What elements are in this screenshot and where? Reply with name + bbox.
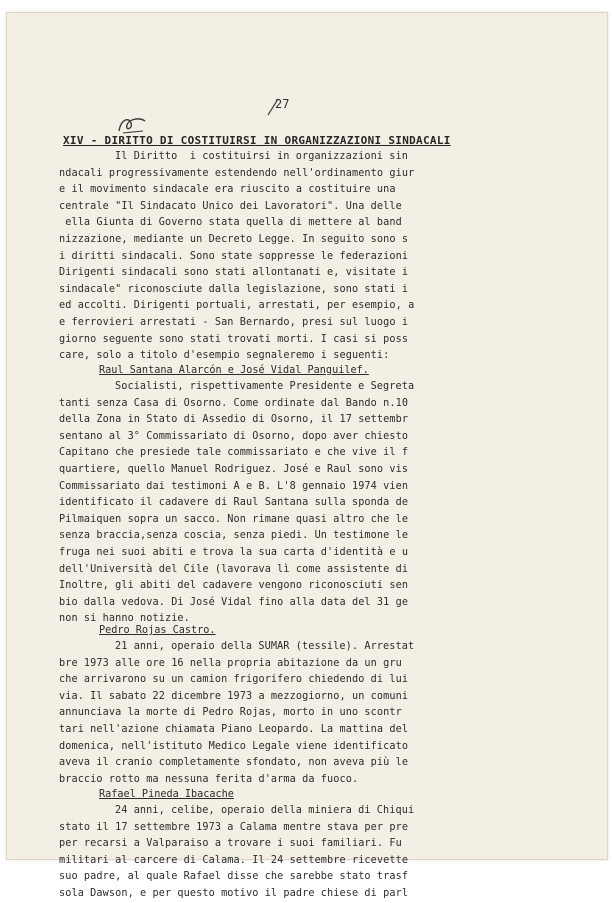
- text-line: aveva il cranio completamente sfondato, non aveva più le: [59, 757, 409, 769]
- text-line: fruga nei suoi abiti e trova la sua carta d'identità e u: [59, 546, 409, 558]
- text-line: sola Dawson, e per questo motivo il padre chiese di parl: [59, 887, 409, 899]
- text-line: braccio rotto ma nessuna ferita d'arma da fuoco.: [59, 773, 359, 785]
- text-line: bio dalla vedova. Di José Vidal fino alla data del 31 ge: [59, 596, 409, 608]
- text-line: identificato il cadavere di Raul Santana sulla sponda de: [59, 497, 409, 509]
- text-line: Il Diritto i costituirsi in organizzazioni sin: [115, 151, 408, 162]
- text-line: 21 anni, operaio della SUMAR (tessile). Arrestat: [115, 641, 415, 652]
- text-line: giorno seguente sono stati trovati morti. I casi si poss: [59, 333, 409, 345]
- text-line: militari al carcere di Calama. Il 24 settembre ricevette: [59, 854, 409, 866]
- text-line: ella Giunta di Governo stata quella di mettere al band: [59, 217, 402, 229]
- text-line: Dirigenti sindacali sono stati allontanati e, visitate i: [59, 267, 409, 279]
- text-line: ed accolti. Dirigenti portuali, arrestati, per esempio, a: [59, 300, 415, 312]
- text-line: per recarsi a Valparaiso a trovare i suoi familiari. Fu: [59, 838, 402, 850]
- text-line: quartiere, quello Manuel Rodriguez. José e Raul sono vis: [59, 463, 409, 475]
- text-line: senza braccia,senza coscia, senza piedi. Un testimone le: [59, 530, 409, 542]
- text-line: Commissariato dai testimoni A e B. L'8 gennaio 1974 vien: [59, 480, 409, 492]
- text-line: suo padre, al quale Rafael disse che sarebbe stato trasf: [59, 871, 409, 883]
- text-line: nizzazione, mediante un Decreto Legge. In seguito sono s: [59, 233, 409, 245]
- text-line: care, solo a titolo d'esempio segnaleremo i seguenti:: [59, 350, 390, 362]
- section-heading-pineda: Rafael Pineda Ibacache: [99, 789, 234, 800]
- text-line: i diritti sindacali. Sono state soppresse le federazioni: [59, 250, 409, 262]
- section-pineda-body: [59, 803, 414, 903]
- text-line: Socialisti, rispettivamente Presidente e Segreta: [115, 381, 415, 392]
- page-number: 27: [275, 97, 290, 111]
- text-line: bre 1973 alle ore 16 nella propria abitazione da un gru: [59, 657, 402, 669]
- text-line: non si hanno notizie.: [59, 613, 190, 625]
- text-line: e ferrovieri arrestati - San Bernardo, presi sul luogo i: [59, 316, 409, 328]
- text-line: tari nell'azione chiamata Piano Leopardo. La mattina del: [59, 723, 409, 735]
- section-heading-santana-vidal: Raul Santana Alarcón e José Vidal Panguilef.: [99, 365, 369, 376]
- text-line: e il movimento sindacale era riuscito a costituire una: [59, 184, 396, 196]
- text-line: stato il 17 settembre 1973 a Calama mentre stava per pre: [59, 821, 409, 833]
- intro-paragraph: [59, 149, 414, 365]
- section-heading-rojas: Pedro Rojas Castro.: [99, 625, 216, 636]
- text-line: 24 anni, celibe, operaio della miniera di Chiqui: [115, 805, 415, 816]
- text-line: sindacale" riconosciute dalla legislazione, sono stati i: [59, 283, 409, 295]
- text-line: ndacali progressivamente estendendo nell'ordinamento giur: [59, 167, 415, 179]
- text-line: dell'Università del Cile (lavorava lì come assistente di: [59, 563, 409, 575]
- text-line: sentano al 3° Commissariato di Osorno, dopo aver chiesto: [59, 430, 409, 442]
- text-line: Pilmaiquen sopra un sacco. Non rimane quasi altro che le: [59, 513, 409, 525]
- text-line: centrale "Il Sindacato Unico dei Lavoratori". Una delle: [59, 200, 402, 212]
- chapter-title: XIV - DIRITTO DI COSTITUIRSI IN ORGANIZZAZIONI SINDACALI: [63, 134, 451, 147]
- text-line: annunciava la morte di Pedro Rojas, morto in uno scontr: [59, 707, 402, 719]
- text-line: Inoltre, gli abiti del cadavere vengono riconosciuti sen: [59, 580, 409, 592]
- text-line: via. Il sabato 22 dicembre 1973 a mezzogiorno, un comuni: [59, 690, 409, 702]
- text-line: Capitano che presiede tale commissariato e che vive il f: [59, 447, 409, 459]
- text-line: tanti senza Casa di Osorno. Come ordinate dal Bando n.10: [59, 397, 409, 409]
- text-line: che arrivarono su un camion frigorifero chiedendo di lui: [59, 674, 409, 686]
- text-line: domenica, nell'istituto Medico Legale viene identificato: [59, 740, 409, 752]
- section-rojas-body: [59, 639, 414, 788]
- typewritten-page: [6, 12, 608, 899]
- text-line: della Zona in Stato di Assedio di Osorno, il 17 settembr: [59, 414, 409, 426]
- section-santana-vidal-body: [59, 379, 414, 628]
